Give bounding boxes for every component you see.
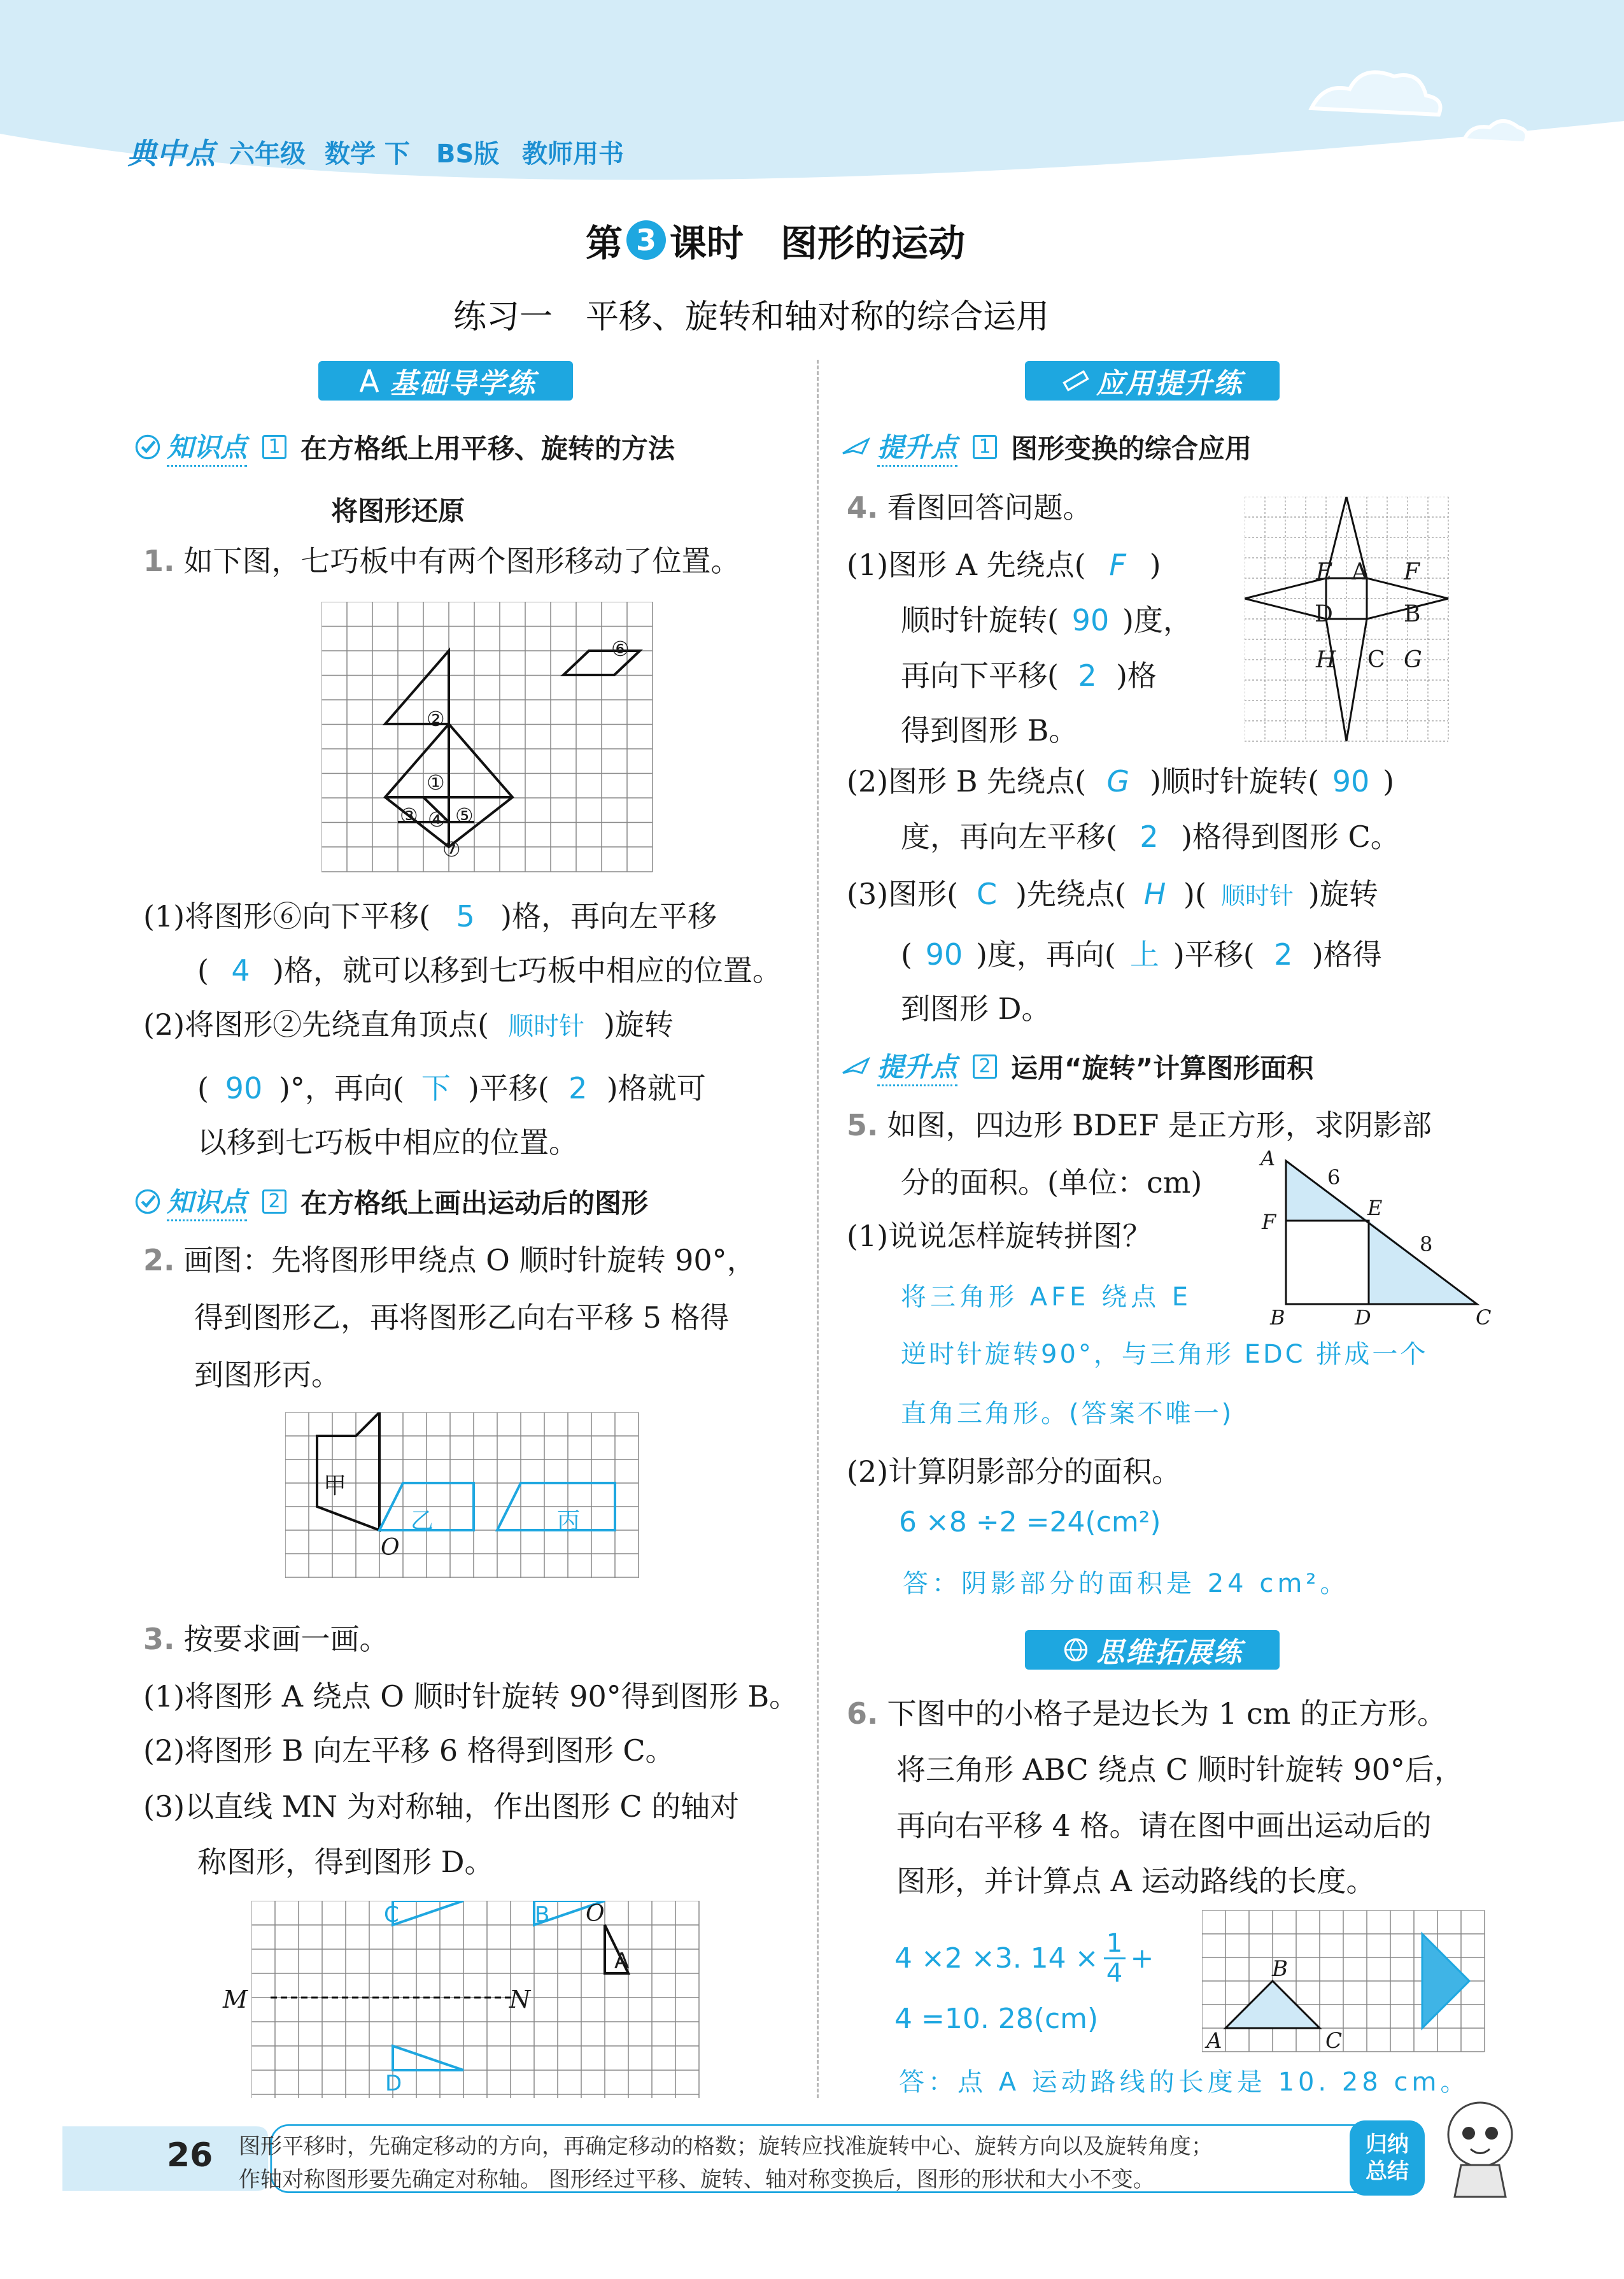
check-target-icon xyxy=(134,433,162,461)
mascot-icon xyxy=(1436,2095,1525,2203)
q4-p3-answer4: 90 xyxy=(925,937,963,972)
title-prefix: 第 xyxy=(586,222,623,265)
label-7: ⑦ xyxy=(442,837,461,862)
q4-p1-e: 再向下平移( xyxy=(901,658,1059,693)
q4-part3-line1 xyxy=(847,876,1378,914)
q1-part1-line2 xyxy=(197,952,782,989)
q4-p2-answer1: G xyxy=(1106,764,1129,799)
q4-p1-a: (1)图形 A 先绕点( xyxy=(847,548,1086,582)
star-label-d: D xyxy=(1315,601,1333,627)
label-3: ③ xyxy=(400,804,418,828)
q1-p1-c: ( xyxy=(197,953,209,988)
label-jia: 甲 xyxy=(323,1473,347,1499)
q4-text: 看图回答问题。 xyxy=(887,490,1092,525)
kp1-num: 1 xyxy=(262,435,286,459)
q6-line3: 再向右平移 4 格。请在图中画出运动后的 xyxy=(896,1808,1432,1843)
tp1-num: 1 xyxy=(973,435,997,459)
q4-part1-line4: 得到图形 B。 xyxy=(901,713,1078,748)
q1-part1-line1 xyxy=(143,898,717,935)
q1-p1-answer2: 4 xyxy=(231,953,250,988)
tri-label-6: 6 xyxy=(1327,1165,1341,1189)
q6-line2: 将三角形 ABC 绕点 C 顺时针旋转 90°后， xyxy=(896,1752,1464,1787)
q4-p2-d: 度，再向左平移( xyxy=(901,820,1117,854)
knowledge-point-1 xyxy=(134,427,675,467)
q1-p2-answer3: 下 xyxy=(421,1071,451,1105)
q3-number: 3. xyxy=(143,1622,175,1656)
label-m: M xyxy=(223,1985,248,2013)
kp1-tag: 知识点 xyxy=(167,427,247,467)
label-c: C xyxy=(384,1902,399,1928)
summary-badge-line2: 总结 xyxy=(1366,2159,1409,2184)
q3-part3-line1: (3)以直线 MN 为对称轴，作出图形 C 的轴对 xyxy=(143,1789,740,1824)
star-label-e: E xyxy=(1316,559,1333,585)
q1-part2-line1 xyxy=(143,1006,674,1045)
q4-part1-line2 xyxy=(901,602,1192,639)
label-a: A xyxy=(614,1949,630,1974)
star-label-a: A xyxy=(1352,559,1368,585)
column-divider xyxy=(817,360,819,2098)
kp2-num: 2 xyxy=(262,1189,286,1214)
q5-text-1: 如图，四边形 BDEF 是正方形，求阴影部 xyxy=(887,1108,1432,1142)
tri-label-e: E xyxy=(1367,1196,1383,1220)
q4-p3-c: )( xyxy=(1183,877,1206,911)
q4-p2-answer2: 90 xyxy=(1332,764,1370,799)
q4-p2-answer3: 2 xyxy=(1140,820,1159,854)
section-label-apply: 应用提升练 xyxy=(1096,367,1243,400)
q5-number: 5. xyxy=(847,1108,879,1142)
q4-p3-d: )旋转 xyxy=(1308,877,1378,911)
q4-part3-line3: 到图形 D。 xyxy=(901,991,1051,1026)
q3-part3-line2: 称图形，得到图形 D。 xyxy=(197,1845,494,1879)
q5-line1 xyxy=(847,1107,1432,1144)
section-label-basic: 基础导学练 xyxy=(390,367,536,400)
label-5: ⑤ xyxy=(455,804,474,828)
summary-badge xyxy=(1350,2120,1425,2196)
summary-line2: 作轴对称图形要先确定对称轴。 图形经过平移、旋转、轴对称变换后，图形的形状和大小不变。 xyxy=(239,2167,1155,2192)
brand-logo: 典中点 xyxy=(127,136,215,171)
cloud-icon xyxy=(1311,72,1527,143)
q2-line2: 得到图形乙，再将图形乙向右平移 5 格得 xyxy=(194,1300,730,1335)
q4-p3-e: ( xyxy=(901,937,912,972)
header-edition: BS版 xyxy=(436,139,500,169)
q1-text: 如下图，七巧板中有两个图形移动了位置。 xyxy=(183,544,740,578)
label-6: ⑥ xyxy=(611,637,630,661)
q6-number: 6. xyxy=(847,1696,879,1731)
q4-p3-answer2: H xyxy=(1143,877,1166,911)
q4-p3-b: )先绕点( xyxy=(1015,877,1127,911)
star-label-g: G xyxy=(1404,647,1422,673)
rocket-icon xyxy=(840,434,873,460)
shape-d xyxy=(393,2046,463,2070)
q4-p3-answer1: C xyxy=(977,877,998,911)
q1-p2-answer1: 顺时针 xyxy=(508,1012,585,1041)
q1-p1-b: )格，再向左平移 xyxy=(500,899,717,934)
q1-part2-line2 xyxy=(197,1070,706,1107)
q1-p2-b: )旋转 xyxy=(604,1007,674,1042)
q4-p2-c: ) xyxy=(1383,764,1395,799)
triangle-moved xyxy=(1422,1934,1469,2028)
q4-part1-line1 xyxy=(847,546,1161,583)
label-b: B xyxy=(535,1902,550,1928)
q1-part2-line3: 以移到七巧板中相应的位置。 xyxy=(197,1125,578,1160)
section-label-extend: 思维拓展练 xyxy=(1096,1636,1243,1669)
q4-p3-answer5: 上 xyxy=(1129,937,1159,972)
label-4: ④ xyxy=(428,807,446,832)
q1-p2-a: (2)将图形②先绕直角顶点( xyxy=(143,1007,490,1042)
q1-number: 1. xyxy=(143,544,175,578)
q6-calc-plus: + xyxy=(1130,1942,1154,1975)
q3-part2: (2)将图形 B 向左平移 6 格得到图形 C。 xyxy=(143,1733,675,1768)
star-label-h: H xyxy=(1316,647,1336,673)
knowledge-point-2 xyxy=(134,1181,648,1221)
q4-p1-answer1: F xyxy=(1109,548,1126,582)
q5-calc: 6 ×8 ÷2 =24(cm²) xyxy=(899,1506,1161,1538)
q5-answer-line1: 将三角形 AFE 绕点 E xyxy=(901,1282,1192,1312)
q1-p2-d: )°，再向( xyxy=(278,1071,404,1105)
q3-grid xyxy=(251,1901,723,2105)
tp1-text: 图形变换的综合应用 xyxy=(1011,432,1252,464)
q6-frac-numerator: 1 xyxy=(1106,1929,1123,1958)
check-target-icon xyxy=(134,1188,162,1216)
q2-line1 xyxy=(143,1242,756,1279)
title-suffix: 课时 图形的运动 xyxy=(670,222,966,265)
q5-triangle-figure xyxy=(1257,1149,1493,1334)
kp1-text-b: 将图形还原 xyxy=(331,495,465,527)
q4-p3-a: (3)图形( xyxy=(847,877,959,911)
q3-part1: (1)将图形 A 绕点 O 顺时针旋转 90°得到图形 B。 xyxy=(143,1679,799,1714)
tp2-tag: 提升点 xyxy=(877,1046,957,1086)
q1-p2-f: )格就可 xyxy=(606,1071,706,1105)
shape-c xyxy=(393,1901,463,1925)
label-2: ② xyxy=(427,707,445,731)
header-grade: 六年级 xyxy=(229,139,306,169)
q1-stem xyxy=(143,543,740,579)
summary-badge-line1: 归纳 xyxy=(1366,2132,1409,2157)
tri-label-8: 8 xyxy=(1420,1232,1433,1256)
q6-label-c: C xyxy=(1325,2028,1343,2054)
q6-fraction xyxy=(1104,1929,1126,1987)
rocket-icon xyxy=(840,1054,873,1079)
q6-calc-line2: 4 =10. 28(cm) xyxy=(894,2003,1099,2035)
tp2-text: 运用“旋转”计算图形面积 xyxy=(1011,1052,1314,1084)
star-label-c: C xyxy=(1367,647,1385,673)
q5-part2: (2)计算阴影部分的面积。 xyxy=(847,1454,1182,1489)
header-wave xyxy=(0,0,1624,210)
q4-star-grid xyxy=(1245,497,1461,745)
q4-p1-d: )度， xyxy=(1122,603,1192,637)
q4-p3-g: )平移( xyxy=(1173,937,1255,972)
star-label-f: F xyxy=(1404,559,1420,585)
compass-icon xyxy=(355,367,383,395)
page-title xyxy=(586,213,965,267)
label-o: O xyxy=(586,1901,605,1927)
q6-text-1: 下图中的小格子是边长为 1 cm 的正方形。 xyxy=(887,1696,1446,1731)
tri-label-c: C xyxy=(1476,1305,1492,1330)
q4-part2-line2 xyxy=(901,818,1400,855)
q6-frac-denominator: 4 xyxy=(1106,1959,1123,1988)
q3-text: 按要求画一画。 xyxy=(183,1622,389,1656)
q4-p1-c: 顺时针旋转( xyxy=(901,603,1059,637)
tri-label-a: A xyxy=(1260,1146,1276,1170)
q4-number: 4. xyxy=(847,490,879,525)
kp2-tag: 知识点 xyxy=(167,1181,247,1221)
q2-line3: 到图形丙。 xyxy=(194,1358,341,1392)
label-o: O xyxy=(381,1535,400,1561)
q5-answer-line2: 逆时针旋转90°，与三角形 EDC 拼成一个 xyxy=(901,1340,1429,1369)
q6-grid xyxy=(1202,1910,1495,2057)
summary-line1: 图形平移时，先确定移动的方向，再确定移动的格数；旋转应找准旋转中心、旋转方向以及旋转角度； xyxy=(239,2134,1213,2159)
q4-p1-answer3: 2 xyxy=(1078,658,1097,693)
section-banner-apply xyxy=(1025,361,1280,401)
label-d: D xyxy=(385,2071,402,2096)
q4-part3-line2 xyxy=(901,936,1382,973)
q4-p2-b: )顺时针旋转( xyxy=(1150,764,1320,799)
q4-p1-answer2: 90 xyxy=(1071,603,1110,637)
globe-icon xyxy=(1062,1636,1090,1664)
page-subtitle: 练习一 平移、旋转和轴对称的综合运用 xyxy=(453,298,1050,336)
label-1: ① xyxy=(427,770,445,795)
q4-p3-answer6: 2 xyxy=(1274,937,1293,972)
q2-text-1: 画图：先将图形甲绕点 O 顺时针旋转 90°， xyxy=(183,1243,756,1277)
q1-p1-answer1: 5 xyxy=(456,899,475,934)
tip-point-1 xyxy=(840,427,1252,467)
q2-number: 2. xyxy=(143,1243,175,1277)
tri-label-b: B xyxy=(1270,1305,1285,1330)
tri-label-d: D xyxy=(1355,1305,1371,1330)
q1-p2-e: )平移( xyxy=(467,1071,549,1105)
q4-p3-answer3: 顺时针 xyxy=(1220,882,1294,910)
q1-p2-answer2: 90 xyxy=(225,1071,263,1105)
kp1-text-a: 在方格纸上用平移、旋转的方法 xyxy=(300,432,675,464)
q4-part1-line3 xyxy=(901,657,1157,694)
label-yi: 乙 xyxy=(411,1508,434,1534)
q1-p2-answer4: 2 xyxy=(568,1071,588,1105)
q6-calc-part1: 4 ×2 ×3. 14 × xyxy=(894,1942,1099,1975)
q5-final-answer: 答：阴影部分的面积是 24 cm²。 xyxy=(903,1569,1350,1598)
q4-part2-line1 xyxy=(847,763,1394,800)
q4-p1-b: ) xyxy=(1149,548,1161,582)
q6-label-a: A xyxy=(1206,2028,1222,2054)
q6-line4: 图形，并计算点 A 运动路线的长度。 xyxy=(896,1864,1376,1898)
kp2-text: 在方格纸上画出运动后的图形 xyxy=(300,1187,649,1219)
q4-p3-f: )度，再向( xyxy=(975,937,1116,972)
label-n: N xyxy=(509,1985,531,2013)
tp1-tag: 提升点 xyxy=(877,427,957,467)
tp2-num: 2 xyxy=(973,1054,997,1079)
q6-line1 xyxy=(847,1695,1446,1732)
q1-p1-a: (1)将图形⑥向下平移( xyxy=(143,899,431,934)
section-banner-basic xyxy=(318,361,573,401)
q5-answer-line3: 直角三角形。(答案不唯一) xyxy=(901,1399,1234,1428)
q4-p2-e: )格得到图形 C。 xyxy=(1180,820,1400,854)
q4-p1-f: )格 xyxy=(1115,658,1157,693)
q1-p1-d: )格，就可以移到七巧板中相应的位置。 xyxy=(272,953,782,988)
tri-label-f: F xyxy=(1262,1210,1276,1234)
q6-calc-line1 xyxy=(894,1929,1154,1987)
page-number: 26 xyxy=(167,2136,213,2175)
q6-label-b: B xyxy=(1272,1956,1288,1982)
label-bing: 丙 xyxy=(557,1508,581,1534)
q5-part1: (1)说说怎样旋转拼图？ xyxy=(847,1219,1152,1253)
header-subject: 数学 下 xyxy=(325,139,410,169)
q6-final-answer: 答：点 A 运动路线的长度是 10. 28 cm。 xyxy=(899,2068,1470,2097)
star-label-b: B xyxy=(1404,601,1421,627)
q1-p2-c: ( xyxy=(197,1071,209,1105)
q5-line2: 分的面积。(单位：cm) xyxy=(901,1165,1203,1200)
q4-p3-h: )格得 xyxy=(1311,937,1382,972)
q4-p2-a: (2)图形 B 先绕点( xyxy=(847,764,1087,799)
tip-point-2 xyxy=(840,1046,1313,1086)
header-book: 教师用书 xyxy=(522,139,624,169)
section-banner-extend xyxy=(1025,1630,1280,1670)
q3-stem xyxy=(143,1621,388,1658)
lesson-number-badge: 3 xyxy=(626,220,666,260)
q4-stem xyxy=(847,489,1092,526)
ruler-icon xyxy=(1062,367,1090,395)
